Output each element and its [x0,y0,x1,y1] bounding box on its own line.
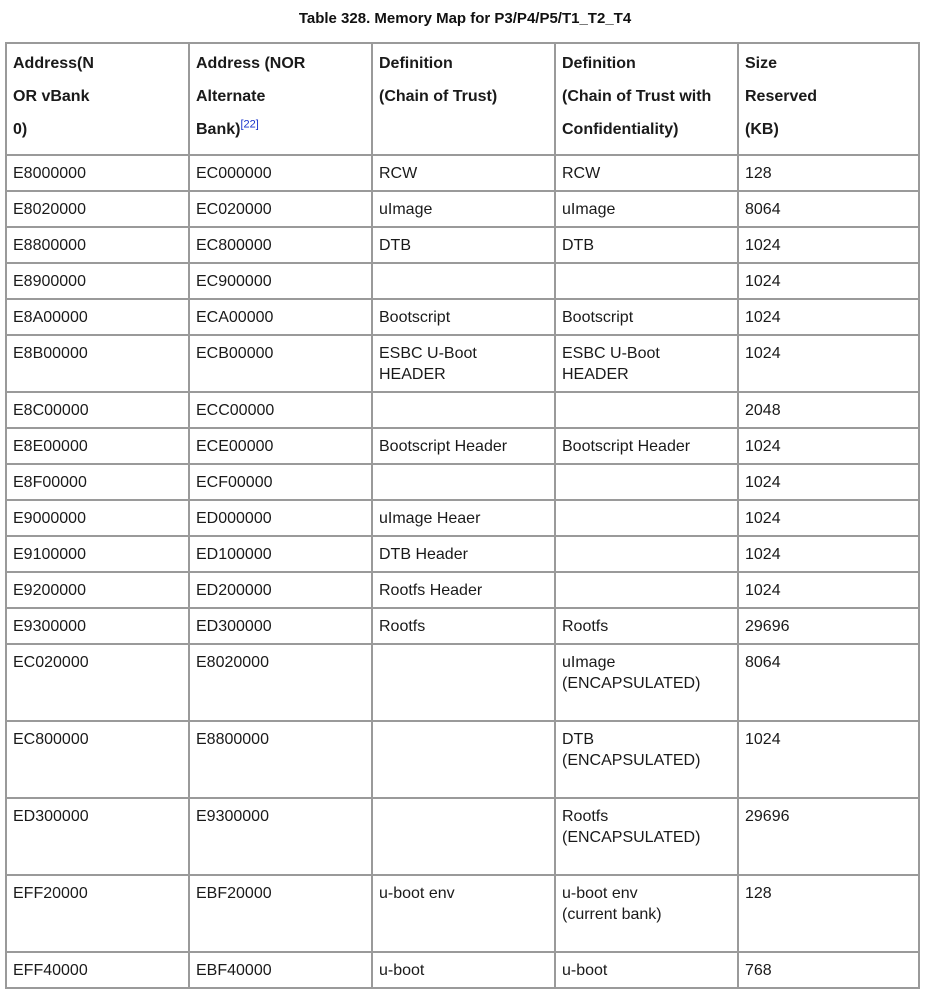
cell-alt-address: ED200000 [189,572,372,608]
cell-size: 1024 [738,299,919,335]
cell-alt-address: ED100000 [189,536,372,572]
table-row [6,428,919,464]
cell-definition-cot-conf [555,464,738,500]
header-address-nor: Address(N OR vBank 0) [6,43,189,155]
cell-size: 1024 [738,227,919,263]
cell-alt-address: ECF00000 [189,464,372,500]
cell-address: EC020000 [6,644,189,721]
cell-definition-cot-conf: Bootscript Header [555,428,738,464]
cell-definition-cot-conf: Bootscript [555,299,738,335]
cell-definition-cot-conf: Rootfs [555,608,738,644]
cell-definition-cot [372,464,555,500]
cell-alt-address: ECB00000 [189,335,372,392]
cell-definition-cot-conf: ESBC U-Boot HEADER [555,335,738,392]
cell-address: E8000000 [6,155,189,191]
cell-alt-address: EC000000 [189,155,372,191]
cell-definition-cot-conf: uImage (ENCAPSULATED) [555,644,738,721]
table-row [6,721,919,798]
cell-size: 1024 [738,721,919,798]
cell-definition-cot-conf [555,263,738,299]
cell-definition-cot: Rootfs [372,608,555,644]
cell-address: ED300000 [6,798,189,875]
cell-address: E8E00000 [6,428,189,464]
header-definition-cot: Definition (Chain of Trust) [372,43,555,155]
cell-size: 128 [738,155,919,191]
table-row [6,155,919,191]
cell-alt-address: EC900000 [189,263,372,299]
table-row [6,227,919,263]
cell-address: E9300000 [6,608,189,644]
cell-alt-address: EC800000 [189,227,372,263]
table-row [6,392,919,428]
cell-address: E9200000 [6,572,189,608]
cell-alt-address: ECC00000 [189,392,372,428]
cell-definition-cot-conf [555,392,738,428]
cell-definition-cot: Bootscript [372,299,555,335]
cell-size: 29696 [738,798,919,875]
cell-address: E8800000 [6,227,189,263]
cell-address: E8B00000 [6,335,189,392]
footnote-link[interactable]: [22] [240,118,259,131]
cell-definition-cot-conf: RCW [555,155,738,191]
table-row [6,299,919,335]
cell-alt-address: ED000000 [189,500,372,536]
cell-size: 1024 [738,500,919,536]
cell-definition-cot: uImage Heaer [372,500,555,536]
cell-address: EFF40000 [6,952,189,988]
header-definition-cot-conf: Definition (Chain of Trust with Confidentiality) [555,43,738,155]
cell-size: 1024 [738,536,919,572]
header-row [6,43,919,155]
cell-definition-cot: Bootscript Header [372,428,555,464]
cell-definition-cot: DTB Header [372,536,555,572]
cell-definition-cot-conf: DTB (ENCAPSULATED) [555,721,738,798]
table-row [6,536,919,572]
cell-address: E9100000 [6,536,189,572]
cell-size: 2048 [738,392,919,428]
cell-definition-cot [372,392,555,428]
table-row [6,798,919,875]
cell-definition-cot [372,721,555,798]
cell-definition-cot-conf [555,572,738,608]
cell-definition-cot: u-boot [372,952,555,988]
cell-size: 128 [738,875,919,952]
cell-address: EC800000 [6,721,189,798]
table-row [6,644,919,721]
table-row [6,608,919,644]
cell-alt-address: EBF20000 [189,875,372,952]
cell-alt-address: E8020000 [189,644,372,721]
cell-definition-cot [372,263,555,299]
memory-map-table [5,42,920,989]
header-address-alternate: Address (NOR Alternate Bank)[22] [189,43,372,155]
header-size-reserved: Size Reserved (KB) [738,43,919,155]
cell-address: E8900000 [6,263,189,299]
cell-size: 1024 [738,464,919,500]
cell-address: E8A00000 [6,299,189,335]
table-row [6,500,919,536]
cell-size: 8064 [738,191,919,227]
table-row [6,572,919,608]
cell-size: 1024 [738,428,919,464]
cell-alt-address: E9300000 [189,798,372,875]
cell-size: 1024 [738,572,919,608]
cell-alt-address: ECE00000 [189,428,372,464]
cell-alt-address: ED300000 [189,608,372,644]
cell-definition-cot [372,798,555,875]
cell-definition-cot-conf: DTB [555,227,738,263]
cell-address: E8F00000 [6,464,189,500]
table-row [6,191,919,227]
table-caption: Table 328. Memory Map for P3/P4/P5/T1_T2_T4 [298,10,632,27]
cell-address: E9000000 [6,500,189,536]
cell-definition-cot-conf: uImage [555,191,738,227]
cell-definition-cot-conf: u-boot env (current bank) [555,875,738,952]
cell-address: E8020000 [6,191,189,227]
cell-size: 1024 [738,335,919,392]
table-row [6,335,919,392]
cell-definition-cot-conf [555,500,738,536]
cell-definition-cot-conf [555,536,738,572]
table-row [6,263,919,299]
cell-size: 768 [738,952,919,988]
cell-size: 1024 [738,263,919,299]
cell-size: 29696 [738,608,919,644]
cell-definition-cot-conf: Rootfs (ENCAPSULATED) [555,798,738,875]
cell-alt-address: E8800000 [189,721,372,798]
cell-alt-address: ECA00000 [189,299,372,335]
cell-definition-cot: u-boot env [372,875,555,952]
cell-alt-address: EBF40000 [189,952,372,988]
cell-definition-cot [372,644,555,721]
table-row [6,875,919,952]
cell-alt-address: EC020000 [189,191,372,227]
cell-definition-cot: ESBC U-Boot HEADER [372,335,555,392]
cell-definition-cot: uImage [372,191,555,227]
cell-size: 8064 [738,644,919,721]
cell-definition-cot: Rootfs Header [372,572,555,608]
cell-definition-cot: RCW [372,155,555,191]
cell-definition-cot-conf: u-boot [555,952,738,988]
cell-address: E8C00000 [6,392,189,428]
table-row [6,952,919,988]
table-row [6,464,919,500]
cell-definition-cot: DTB [372,227,555,263]
cell-address: EFF20000 [6,875,189,952]
